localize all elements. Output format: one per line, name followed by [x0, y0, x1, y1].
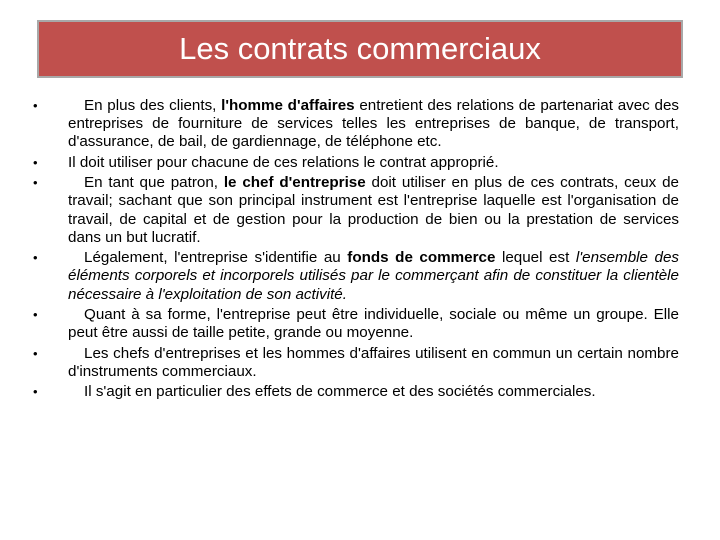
bullet-item-5: [33, 305, 679, 342]
bullet-4-definition: l'ensemble des éléments corporels et incorporels utilisés par le commerçant afin de constituer la clientèle nécessaire à l'exploitation de son activité.: [68, 249, 679, 303]
bullet-6-text: Les chefs d'entreprises et les hommes d'affaires utilisent en commun un certain nombre d'instruments commerciaux.: [68, 344, 679, 380]
bullet-item-1: [33, 97, 679, 152]
bullet-4-text: Légalement, l'entreprise s'identifie au: [84, 249, 348, 267]
bullet-icon: •: [33, 384, 38, 400]
bullet-4-text-cont: lequel est: [495, 249, 576, 267]
bullet-3-text-cont: doit utiliser en plus de ces contrats, ceux de travail; sachant que son principal instrument est l'entreprise laquelle est l'organisation de travail, de capital et de gestion pour la production de bien ou la prestation de services dans un but lucratif.: [68, 174, 679, 246]
bullet-1-text: En plus des clients,: [84, 97, 222, 114]
bullet-item-2: [33, 153, 679, 172]
bullet-1-emphasis: l'homme d'affaires: [221, 97, 355, 114]
bullet-item-6: [33, 344, 679, 381]
bullet-item-7: [33, 383, 679, 401]
bullet-icon: •: [33, 306, 38, 322]
bullet-icon: •: [33, 250, 38, 266]
bullet-list: [33, 97, 679, 404]
bullet-icon: •: [33, 175, 38, 191]
bullet-item-3: [33, 174, 679, 247]
bullet-7-text: Il s'agit en particulier des effets de commerce et des sociétés commerciales.: [84, 383, 596, 401]
title-banner: [37, 20, 683, 78]
bullet-3-emphasis: le chef d'entreprise: [223, 174, 366, 192]
bullet-3-text: En tant que patron,: [84, 174, 224, 192]
bullet-item-4: [33, 249, 679, 304]
bullet-2-text: Il doit utiliser pour chacune de ces relations le contrat approprié.: [68, 153, 499, 171]
slide-title: Les contrats commerciaux: [179, 31, 541, 66]
bullet-4-emphasis: fonds de commerce: [347, 249, 496, 267]
bullet-1-text-cont: entretient des relations de partenariat avec des entreprises de fourniture de services telles les entreprises de banque, de transport, d'assurance, de bail, de gardiennage, de téléphone etc.: [68, 97, 679, 151]
bullet-5-text: Quant à sa forme, l'entreprise peut être individuelle, sociale ou même un groupe. Elle peut être aussi de taille petite, grande ou moyenne.: [68, 305, 679, 342]
bullet-icon: •: [33, 154, 38, 170]
bullet-icon: •: [33, 98, 38, 113]
bullet-icon: •: [33, 345, 38, 361]
